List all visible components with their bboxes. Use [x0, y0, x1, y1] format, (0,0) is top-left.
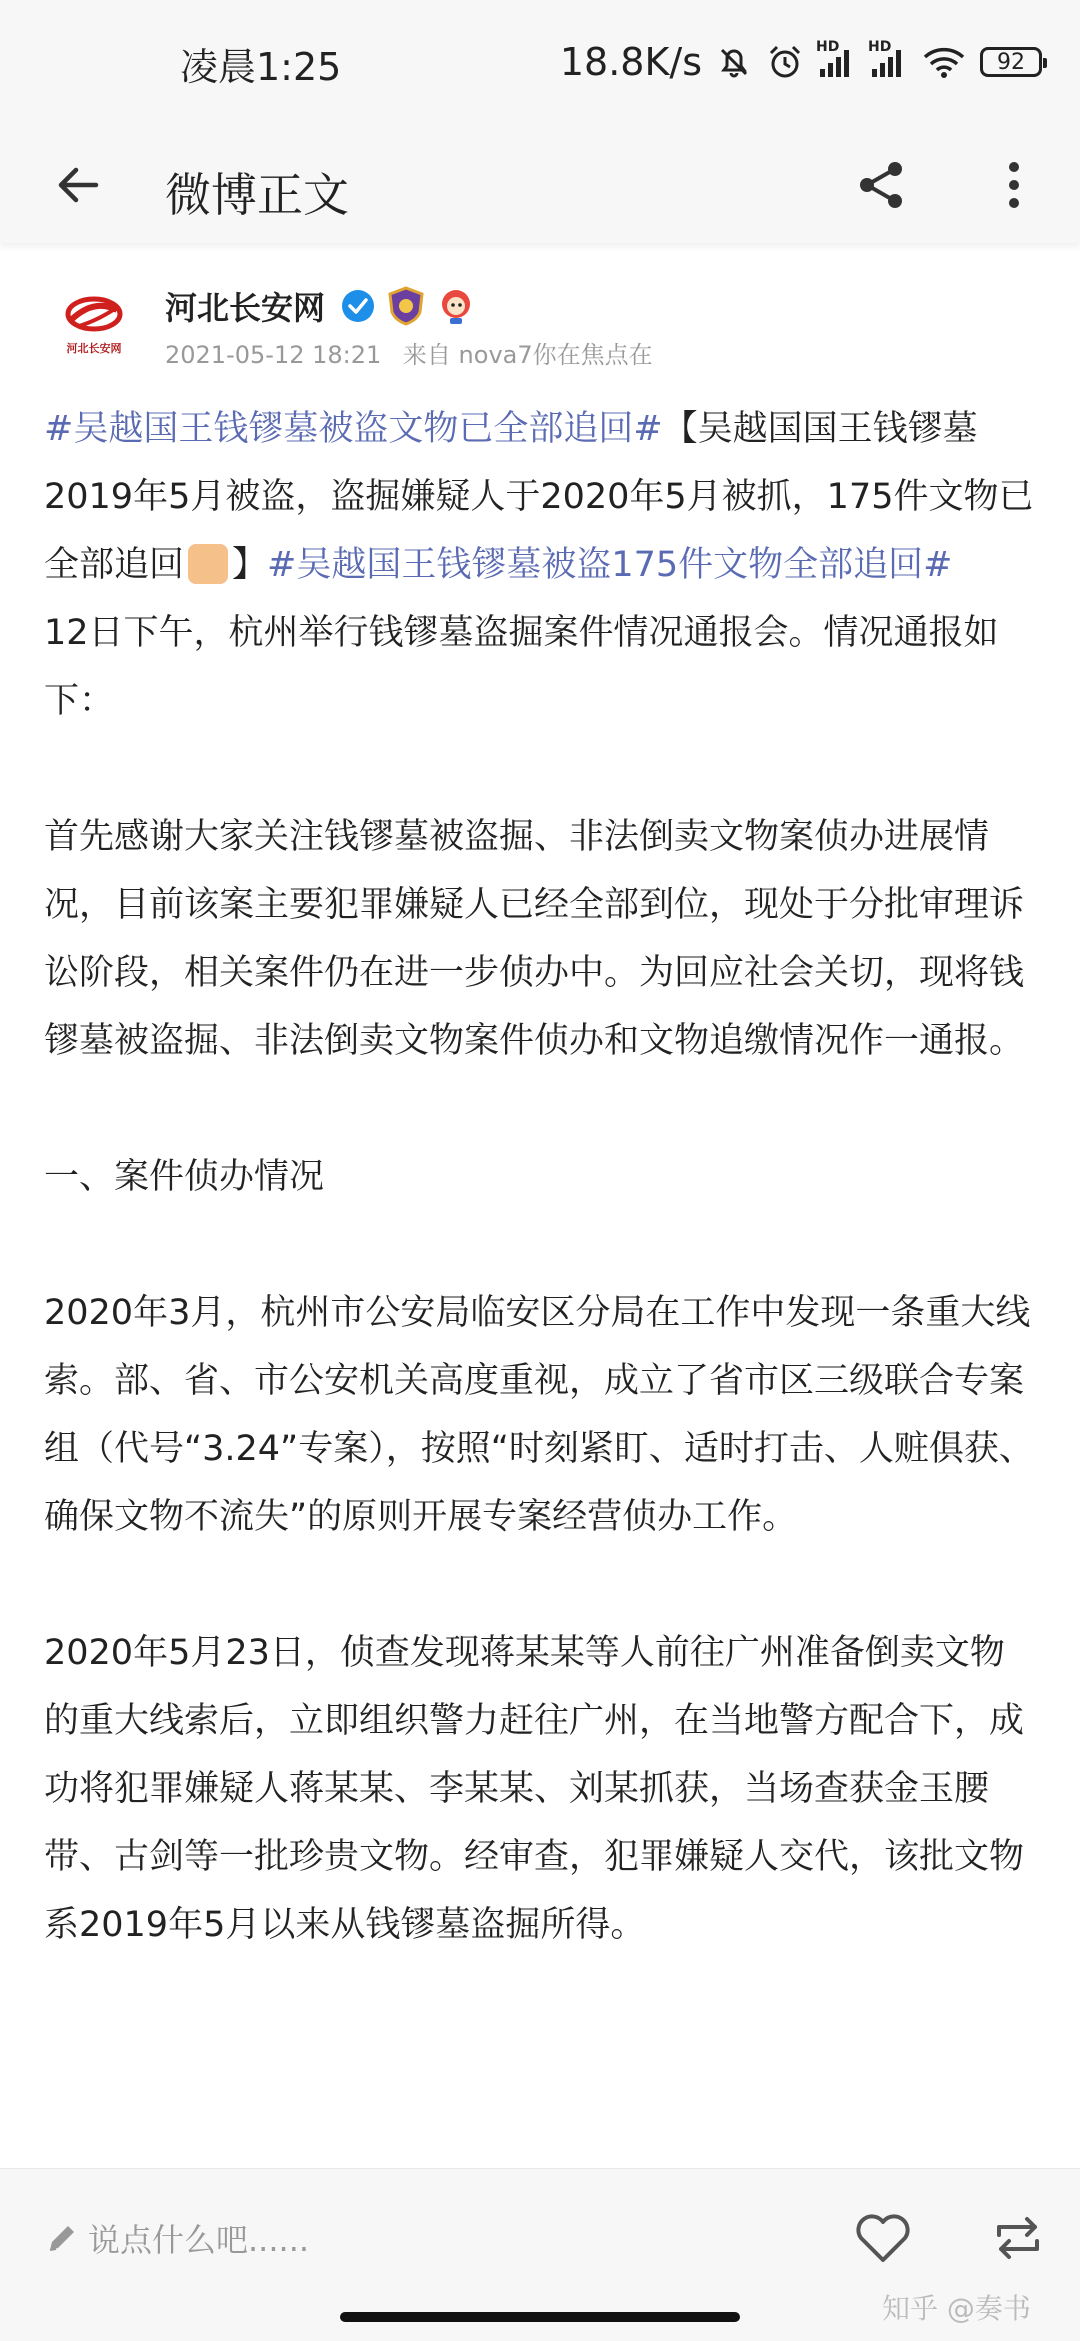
post-date: 2021-05-12 18:21 [165, 341, 382, 369]
status-bar [0, 0, 1080, 125]
post-text: 】 [232, 545, 268, 585]
hashtag-link[interactable]: #吴越国王钱镠墓被盗175件文物全部追回# [267, 545, 953, 585]
author-name[interactable]: 河北长安网 [165, 289, 326, 327]
status-icons [560, 34, 1042, 90]
repost-icon [991, 2213, 1045, 2263]
paragraph-gap [44, 1551, 1034, 1619]
fist-emoji-icon [188, 544, 228, 584]
post-section-heading: 一、案件侦办情况 [44, 1157, 325, 1197]
hd-label-2: HD [868, 39, 892, 55]
post-paragraph-1 [44, 395, 1034, 735]
badges [341, 286, 475, 326]
paragraph-gap [44, 1211, 1034, 1279]
post-meta [165, 335, 667, 370]
back-button[interactable] [48, 155, 108, 215]
paragraph-gap [44, 735, 1034, 803]
post-source: 来自 nova7你在焦点在 [402, 341, 653, 369]
post-paragraph-5: 2020年5月23日，侦查发现蒋某某等人前往广州准备倒卖文物的重大线索后，立即组织警力赶往广州，在当地警方配合下，成功将犯罪嫌疑人蒋某某、李某某、刘某抓获，当场查获金玉腰带、古剑等一批珍贵文物。经审查，犯罪嫌疑人交代，该批文物系2019年5月以来从钱镠墓盗掘所得。 [44, 1633, 1025, 1945]
battery-indicator: 92 [980, 47, 1042, 77]
post-text: 【吴越国国王钱镠墓2019年5月被盗，盗掘嫌疑人于2020年5月被抓，175件文物已全部追回 [44, 409, 1034, 585]
back-arrow-icon [54, 161, 102, 209]
pencil-icon [46, 2222, 78, 2254]
title-bar [0, 125, 1080, 243]
author-header [0, 255, 1080, 375]
avatar-logo-text: 河北长安网 [66, 342, 122, 355]
avatar-logo-icon [59, 290, 129, 338]
post-paragraph-2: 首先感谢大家关注钱镠墓被盗掘、非法倒卖文物案侦办进展情况，目前该案主要犯罪嫌疑人已经全部到位，现处于分批审理诉讼阶段，相关案件仍在进一步侦办中。为回应社会关切，现将钱镠墓被盗掘、非法倒卖文物案件侦办和文物追缴情况作一通报。 [44, 817, 1025, 1061]
page-title: 微博正文 [165, 168, 349, 222]
comment-placeholder: 说点什么吧...... [88, 2221, 310, 2259]
post-paragraph-4: 2020年3月，杭州市公安局临安区分局在工作中发现一条重大线索。部、省、市公安机关高度重视，成立了省市区三级联合专案组（代号“3.24”专案），按照“时刻紧盯、适时打击、人赃俱获、确保文物不流失”的原则开展专案经营侦办工作。 [44, 1293, 1034, 1537]
home-indicator[interactable] [340, 2312, 740, 2322]
verified-badge-icon [341, 289, 375, 323]
repost-button[interactable] [988, 2209, 1048, 2267]
watermark: 知乎 @奏书 [882, 2292, 1031, 2325]
author-name-row [165, 283, 475, 329]
wifi-icon [922, 45, 966, 79]
comment-input[interactable] [46, 2215, 309, 2261]
paragraph-gap [44, 1075, 1034, 1143]
more-options-button[interactable] [994, 155, 1034, 215]
share-button[interactable] [852, 155, 912, 215]
post-content [44, 395, 1034, 1959]
alarm-clock-icon [766, 43, 804, 81]
more-vertical-icon [1007, 160, 1021, 210]
signal-2-icon [868, 39, 908, 79]
net-speed: 18.8K/s [559, 40, 702, 84]
avatar[interactable] [48, 277, 140, 369]
shield-badge-icon [387, 286, 425, 326]
heart-icon [854, 2212, 912, 2264]
share-icon [855, 158, 909, 212]
hd-label-1: HD [816, 39, 840, 55]
mute-bell-icon [716, 44, 752, 80]
post-text: 12日下午，杭州举行钱镠墓盗掘案件情况通报会。情况通报如下： [44, 613, 999, 721]
hashtag-link[interactable]: #吴越国王钱镠墓被盗文物已全部追回# [44, 409, 663, 449]
status-time: 凌晨1:25 [180, 45, 342, 89]
signal-1-icon [816, 39, 856, 79]
mascot-badge-icon [437, 286, 475, 326]
like-button[interactable] [852, 2209, 914, 2267]
